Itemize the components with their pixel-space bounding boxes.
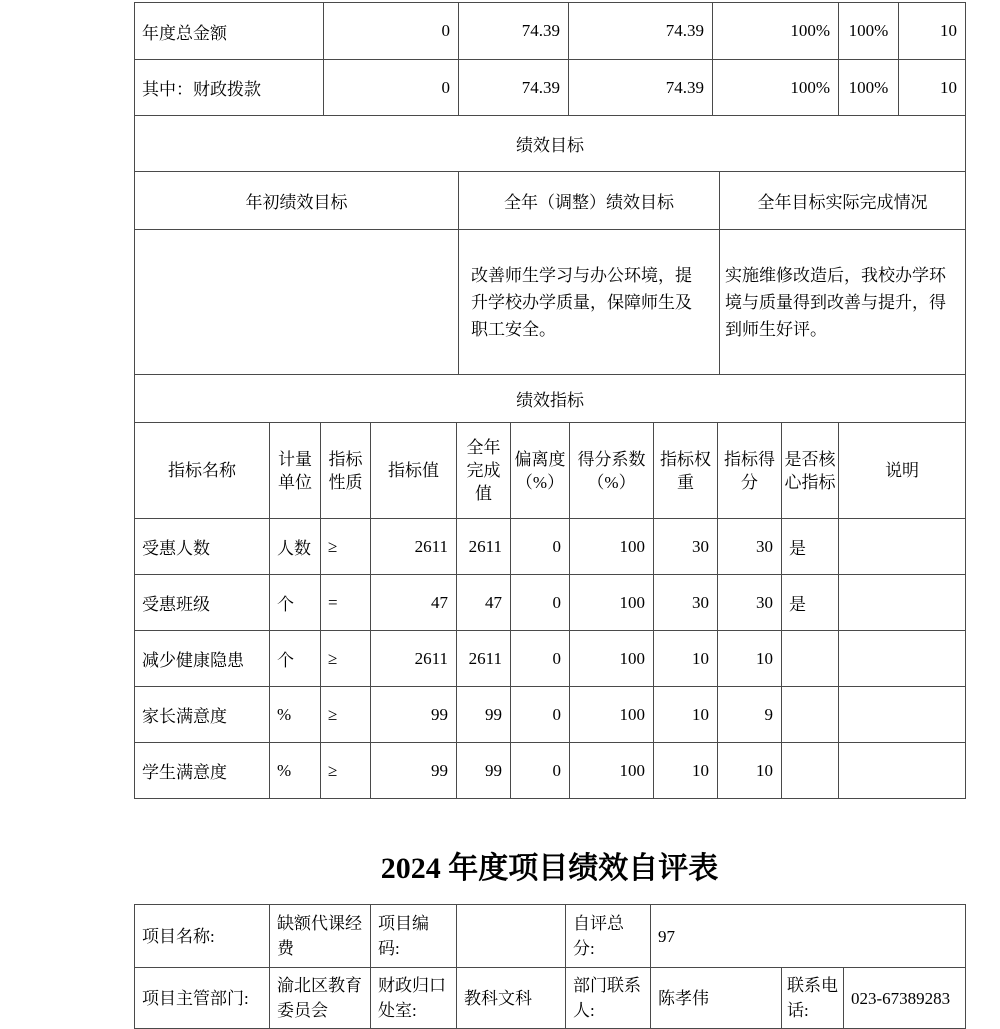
amount-cell: 100% xyxy=(839,3,899,60)
amount-cell: 0 xyxy=(324,60,459,116)
indicator-header-cell: 计量单位 xyxy=(270,423,321,519)
amount-row-label: 其中：财政拨款 xyxy=(135,60,324,116)
indicator-cell: 是 xyxy=(782,575,839,631)
indicator-name: 学生满意度 xyxy=(135,743,270,799)
project-field-label: 自评总分: xyxy=(566,905,651,968)
amount-cell: 100% xyxy=(713,60,839,116)
indicator-cell: 99 xyxy=(457,743,511,799)
project-department-row xyxy=(135,968,966,1029)
indicator-cell: 2611 xyxy=(457,631,511,687)
indicator-header-cell: 是否核心指标 xyxy=(782,423,839,519)
indicator-header-cell: 偏离度（%） xyxy=(511,423,570,519)
goals-header-row xyxy=(135,172,966,230)
goal-text-cell: 实施维修改造后，我校办学环境与质量得到改善与提升，得到师生好评。 xyxy=(720,230,966,375)
indicator-cell: 100 xyxy=(570,519,654,575)
indicator-cell: ≥ xyxy=(321,687,371,743)
goals-section-title-row xyxy=(135,116,966,172)
project-info-table xyxy=(134,904,966,1029)
indicator-cell xyxy=(782,631,839,687)
indicator-cell: 30 xyxy=(718,575,782,631)
indicator-cell: 47 xyxy=(371,575,457,631)
indicators-header-row xyxy=(135,423,966,519)
amount-cell: 74.39 xyxy=(459,3,569,60)
indicator-cell: 100 xyxy=(570,743,654,799)
indicator-name: 受惠班级 xyxy=(135,575,270,631)
indicator-row xyxy=(135,687,966,743)
indicator-header-cell: 全年完成值 xyxy=(457,423,511,519)
indicator-cell xyxy=(782,687,839,743)
amount-cell: 100% xyxy=(713,3,839,60)
indicator-cell: 30 xyxy=(654,575,718,631)
indicator-cell xyxy=(839,631,966,687)
fiscal-allocation-row xyxy=(135,60,966,116)
project-field-label: 项目名称: xyxy=(135,905,270,968)
project-field-label: 财政归口处室: xyxy=(371,968,457,1029)
indicator-row xyxy=(135,743,966,799)
indicator-cell: 0 xyxy=(511,743,570,799)
amount-cell: 0 xyxy=(324,3,459,60)
indicator-name: 减少健康隐患 xyxy=(135,631,270,687)
indicator-cell: ≥ xyxy=(321,631,371,687)
indicator-cell: 99 xyxy=(371,687,457,743)
indicator-row xyxy=(135,519,966,575)
indicator-cell: 10 xyxy=(718,743,782,799)
indicators-section-title-row xyxy=(135,375,966,423)
indicator-cell: ≥ xyxy=(321,743,371,799)
indicator-header-cell: 说明 xyxy=(839,423,966,519)
indicator-header-cell: 指标得分 xyxy=(718,423,782,519)
indicator-header-cell: 指标权重 xyxy=(654,423,718,519)
indicator-cell: 0 xyxy=(511,687,570,743)
project-field-value: 缺额代课经费 xyxy=(270,905,371,968)
project-field-value: 教科文科 xyxy=(457,968,566,1029)
amount-row-label: 年度总金额 xyxy=(135,3,324,60)
indicator-cell: 30 xyxy=(718,519,782,575)
indicator-cell: 100 xyxy=(570,631,654,687)
project-field-label: 项目编码: xyxy=(371,905,457,968)
amount-cell: 10 xyxy=(899,3,966,60)
indicator-cell xyxy=(839,575,966,631)
indicator-cell xyxy=(839,743,966,799)
indicator-cell: 100 xyxy=(570,687,654,743)
amount-cell: 74.39 xyxy=(459,60,569,116)
indicator-row xyxy=(135,631,966,687)
goal-header-cell: 全年（调整）绩效目标 xyxy=(459,172,720,230)
indicator-cell: = xyxy=(321,575,371,631)
indicator-cell xyxy=(839,519,966,575)
indicator-cell: 人数 xyxy=(270,519,321,575)
annual-total-row xyxy=(135,3,966,60)
indicator-cell: 10 xyxy=(654,743,718,799)
indicator-cell: 2611 xyxy=(371,519,457,575)
project-field-label: 部门联系人: xyxy=(566,968,651,1029)
project-field-label: 项目主管部门: xyxy=(135,968,270,1029)
indicator-cell: 9 xyxy=(718,687,782,743)
project-field-value: 023-67389283 xyxy=(844,968,966,1029)
performance-indicators-table xyxy=(134,374,966,799)
project-field-value xyxy=(457,905,566,968)
indicator-cell: 10 xyxy=(654,687,718,743)
indicator-header-cell: 得分系数（%） xyxy=(570,423,654,519)
annual-amount-table xyxy=(134,2,966,116)
goal-text-cell xyxy=(135,230,459,375)
indicator-cell: 个 xyxy=(270,631,321,687)
indicator-cell: 99 xyxy=(371,743,457,799)
amount-cell: 74.39 xyxy=(569,60,713,116)
indicator-cell: 2611 xyxy=(457,519,511,575)
indicator-cell: 99 xyxy=(457,687,511,743)
indicator-cell: 10 xyxy=(718,631,782,687)
indicator-row xyxy=(135,575,966,631)
indicator-cell: % xyxy=(270,687,321,743)
indicator-cell: 10 xyxy=(654,631,718,687)
indicator-cell: 2611 xyxy=(371,631,457,687)
goal-header-cell: 全年目标实际完成情况 xyxy=(720,172,966,230)
indicator-cell xyxy=(782,743,839,799)
indicator-name: 受惠人数 xyxy=(135,519,270,575)
document-page xyxy=(134,2,965,1029)
goal-text-cell: 改善师生学习与办公环境，提升学校办学质量，保障师生及职工安全。 xyxy=(459,230,720,375)
project-field-label: 联系电话: xyxy=(782,968,844,1029)
indicator-cell: 0 xyxy=(511,575,570,631)
amount-cell: 10 xyxy=(899,60,966,116)
indicator-cell: % xyxy=(270,743,321,799)
section-title: 绩效指标 xyxy=(135,375,966,423)
project-field-value: 渝北区教育委员会 xyxy=(270,968,371,1029)
page-title: 2024 年度项目绩效自评表 xyxy=(380,852,719,885)
amount-cell: 74.39 xyxy=(569,3,713,60)
project-field-value: 97 xyxy=(651,905,966,968)
indicator-header-cell: 指标值 xyxy=(371,423,457,519)
project-field-value: 陈孝伟 xyxy=(651,968,782,1029)
indicator-name: 家长满意度 xyxy=(135,687,270,743)
goal-header-cell: 年初绩效目标 xyxy=(135,172,459,230)
indicator-cell: 47 xyxy=(457,575,511,631)
indicator-cell: 个 xyxy=(270,575,321,631)
section-title: 绩效目标 xyxy=(135,116,966,172)
project-name-row xyxy=(135,905,966,968)
amount-cell: 100% xyxy=(839,60,899,116)
indicator-cell: 0 xyxy=(511,631,570,687)
indicator-cell: 0 xyxy=(511,519,570,575)
indicator-cell xyxy=(839,687,966,743)
goals-text-row xyxy=(135,230,966,375)
indicator-cell: 100 xyxy=(570,575,654,631)
indicator-cell: 30 xyxy=(654,519,718,575)
indicator-cell: ≥ xyxy=(321,519,371,575)
performance-goals-table xyxy=(134,115,966,375)
indicator-cell: 是 xyxy=(782,519,839,575)
indicator-header-cell: 指标性质 xyxy=(321,423,371,519)
indicator-header-cell: 指标名称 xyxy=(135,423,270,519)
